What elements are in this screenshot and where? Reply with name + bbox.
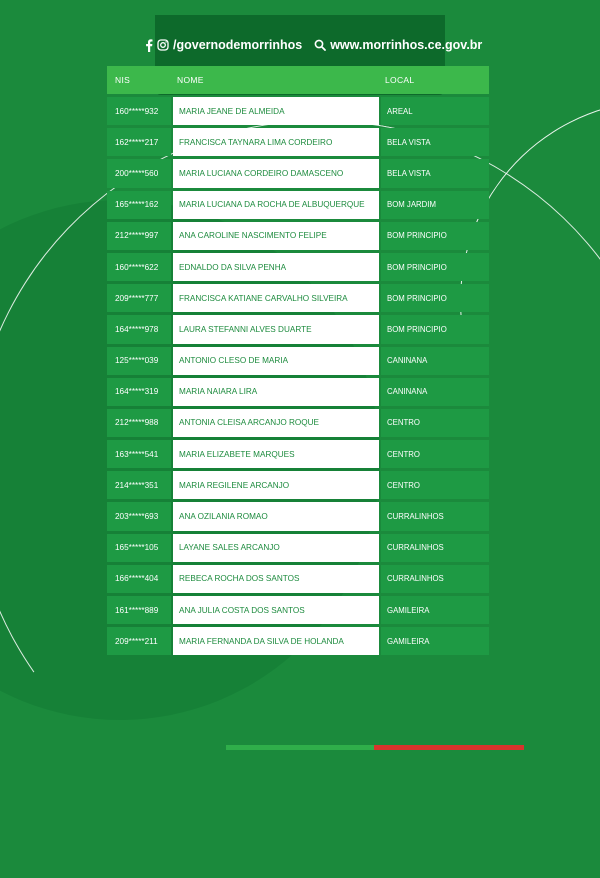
column-header-nis: NIS [115,75,131,85]
search-icon [314,39,326,51]
cell-nis: 164*****978 [107,315,171,343]
table-row [107,471,489,499]
cell-nome: MARIA ELIZABETE MARQUES [173,440,379,468]
table-row [107,128,489,156]
table-row [107,502,489,530]
column-header-nome: NOME [177,75,204,85]
cell-nome: MARIA REGILENE ARCANJO [173,471,379,499]
cell-nis: 209*****777 [107,284,171,312]
cell-nis: 200*****560 [107,159,171,187]
cell-nome: EDNALDO DA SILVA PENHA [173,253,379,281]
table-row [107,440,489,468]
cell-local: CENTRO [381,471,489,499]
table-row [107,627,489,655]
footer-bar-red [374,745,524,750]
cell-nis: 212*****988 [107,409,171,437]
cell-nis: 164*****319 [107,378,171,406]
facebook-icon[interactable] [145,39,153,52]
table-row [107,315,489,343]
cell-nome: ANTONIA CLEISA ARCANJO ROQUE [173,409,379,437]
cell-local: BOM JARDIM [381,191,489,219]
social-handle[interactable]: /governodemorrinhos [173,38,303,52]
cell-nis: 165*****105 [107,534,171,562]
cell-nome: LAURA STEFANNI ALVES DUARTE [173,315,379,343]
cell-local: CANINANA [381,347,489,375]
footer-bar-green [226,745,374,750]
cell-nis: 161*****889 [107,596,171,624]
cell-local: BELA VISTA [381,159,489,187]
table-row [107,253,489,281]
table-row [107,191,489,219]
website-link[interactable]: www.morrinhos.ce.gov.br [330,38,483,52]
table-row [107,159,489,187]
cell-local: BELA VISTA [381,128,489,156]
cell-nome: FRANCISCA KATIANE CARVALHO SILVEIRA [173,284,379,312]
cell-local: AREAL [381,97,489,125]
cell-nome: MARIA JEANE DE ALMEIDA [173,97,379,125]
cell-local: CENTRO [381,409,489,437]
cell-nis: 214*****351 [107,471,171,499]
table-row [107,534,489,562]
cell-local: CENTRO [381,440,489,468]
cell-nome: ANA CAROLINE NASCIMENTO FELIPE [173,222,379,250]
table-row [107,97,489,125]
cell-local: CANINANA [381,378,489,406]
cell-nome: ANA OZILANIA ROMAO [173,502,379,530]
table-row [107,284,489,312]
table-header [107,66,489,94]
table-row [107,347,489,375]
cell-nome: ANA JULIA COSTA DOS SANTOS [173,596,379,624]
cell-local: CURRALINHOS [381,534,489,562]
cell-nome: MARIA NAIARA LIRA [173,378,379,406]
cell-nis: 209*****211 [107,627,171,655]
cell-nome: REBECA ROCHA DOS SANTOS [173,565,379,593]
cell-local: CURRALINHOS [381,502,489,530]
cell-nis: 163*****541 [107,440,171,468]
cell-nis: 160*****932 [107,97,171,125]
cell-nis: 166*****404 [107,565,171,593]
cell-local: CURRALINHOS [381,565,489,593]
cell-nome: FRANCISCA TAYNARA LIMA CORDEIRO [173,128,379,156]
cell-local: BOM PRINCIPIO [381,284,489,312]
table-row [107,222,489,250]
table-row [107,378,489,406]
social-header [145,36,482,54]
cell-nis: 125*****039 [107,347,171,375]
table-row [107,565,489,593]
cell-nis: 203*****693 [107,502,171,530]
cell-nome: LAYANE SALES ARCANJO [173,534,379,562]
cell-local: BOM PRINCIPIO [381,253,489,281]
column-header-local: LOCAL [385,75,415,85]
beneficiaries-table [107,66,489,658]
table-row [107,409,489,437]
cell-nis: 162*****217 [107,128,171,156]
cell-nome: MARIA LUCIANA DA ROCHA DE ALBUQUERQUE [173,191,379,219]
cell-local: BOM PRINCIPIO [381,222,489,250]
table-row [107,596,489,624]
cell-nome: MARIA FERNANDA DA SILVA DE HOLANDA [173,627,379,655]
cell-nome: ANTONIO CLESO DE MARIA [173,347,379,375]
cell-nome: MARIA LUCIANA CORDEIRO DAMASCENO [173,159,379,187]
instagram-icon[interactable] [157,39,169,51]
cell-nis: 165*****162 [107,191,171,219]
cell-local: GAMILEIRA [381,596,489,624]
cell-local: GAMILEIRA [381,627,489,655]
cell-nis: 160*****622 [107,253,171,281]
cell-nis: 212*****997 [107,222,171,250]
cell-local: BOM PRINCIPIO [381,315,489,343]
table-body [107,97,489,655]
